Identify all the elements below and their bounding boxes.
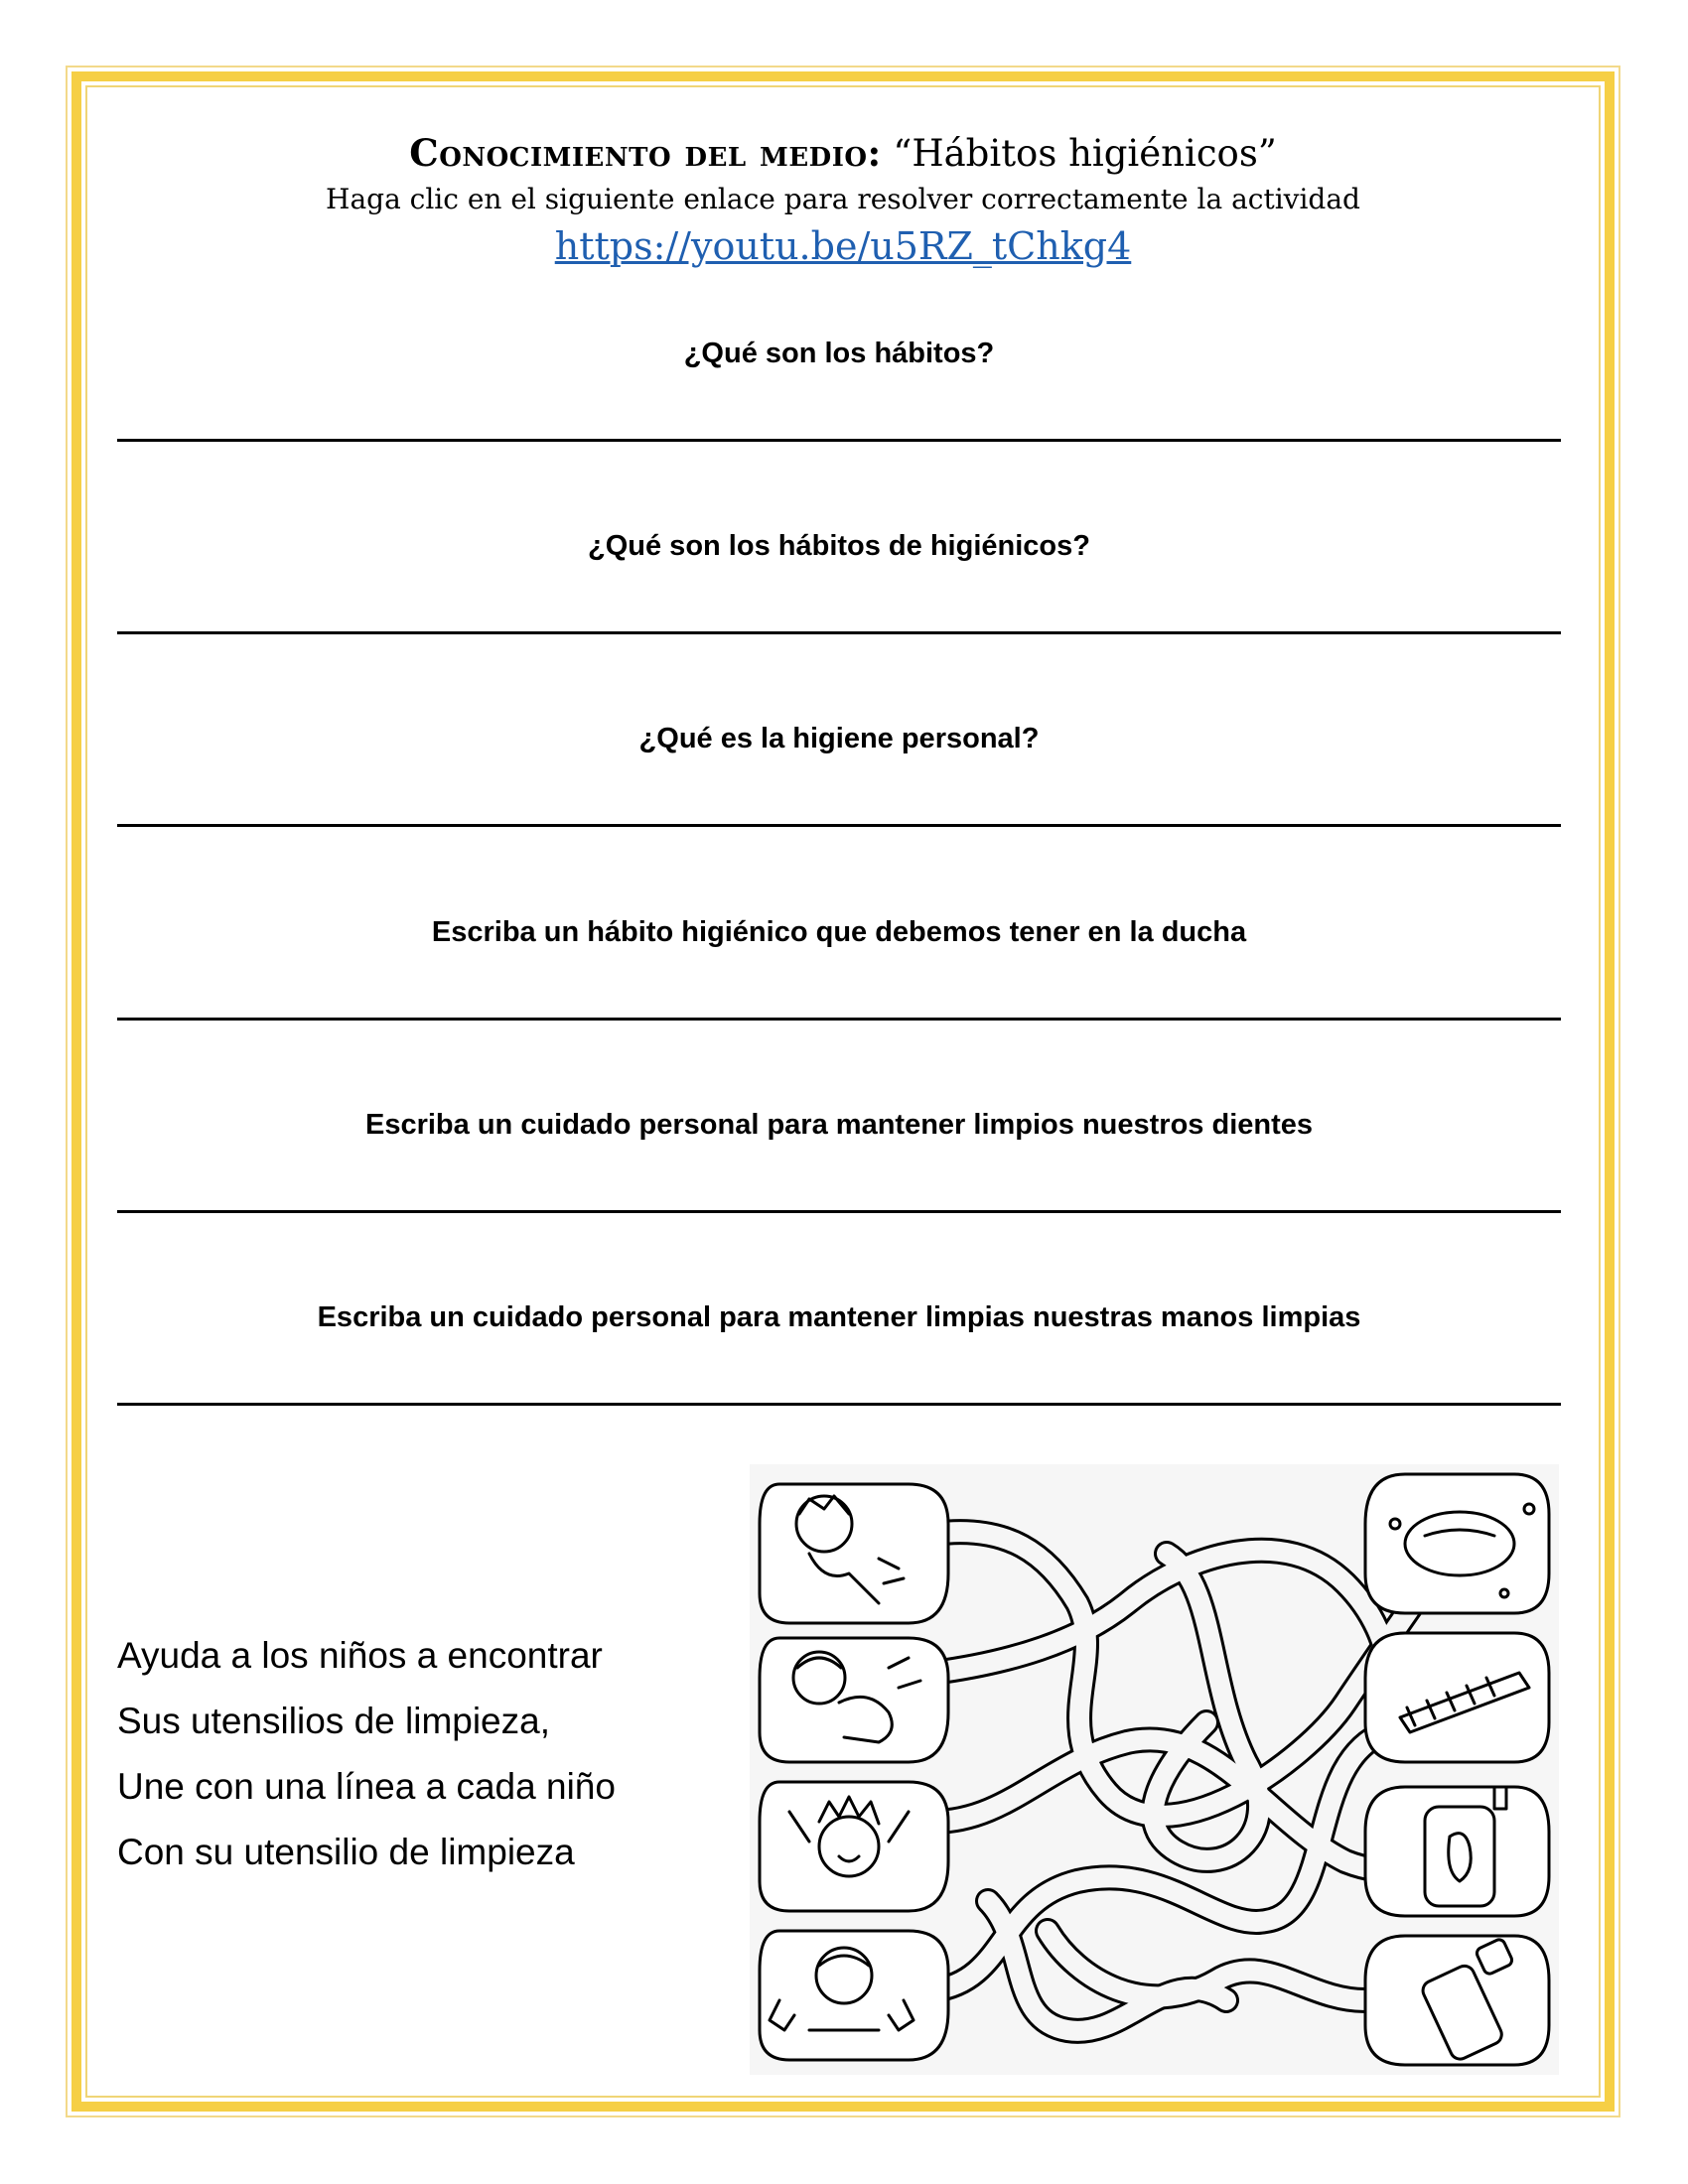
- question-5: Escriba un cuidado personal para mantener limpios nuestros dientes: [364, 1109, 1314, 1141]
- deodorant-icon[interactable]: [1365, 1936, 1549, 2065]
- instruction-line-3: Une con una línea a cada niño: [117, 1766, 616, 1807]
- child-hands-icon[interactable]: [760, 1931, 948, 2060]
- question-4: Escriba un hábito higiénico que debemos tener en la ducha: [431, 916, 1247, 948]
- foot-powder-bottle-icon[interactable]: [1365, 1787, 1549, 1916]
- question-1: ¿Qué son los hábitos?: [683, 338, 995, 369]
- soap-icon[interactable]: [1365, 1474, 1549, 1613]
- video-link[interactable]: https://youtu.be/u5RZ_tChkg4: [554, 224, 1132, 268]
- instruction-text: Haga clic en el siguiente enlace para resolver correctamente la actividad: [326, 183, 1360, 215]
- instruction-line-4: Con su utensilio de limpieza: [117, 1832, 575, 1872]
- question-2: ¿Qué son los hábitos de higiénicos?: [588, 530, 1090, 562]
- maze-illustration[interactable]: [750, 1464, 1559, 2075]
- instruction-line-2: Sus utensilios de limpieza,: [117, 1701, 550, 1741]
- worksheet-header: [85, 129, 1601, 271]
- answer-line-3[interactable]: [117, 824, 1561, 827]
- instruction-line-1: Ayuda a los niños a encontrar: [117, 1635, 603, 1676]
- question-6: Escriba un cuidado personal para mantener limpias nuestras manos limpias: [317, 1301, 1361, 1333]
- answer-line-6[interactable]: [117, 1403, 1561, 1406]
- child-hair-icon[interactable]: [760, 1782, 948, 1911]
- answer-line-1[interactable]: [117, 439, 1561, 442]
- answer-line-5[interactable]: [117, 1210, 1561, 1213]
- title-topic: “Hábitos higiénicos”: [881, 132, 1277, 175]
- title-subject: Conocimiento del medio:: [409, 131, 882, 175]
- child-armpit-icon[interactable]: [760, 1484, 948, 1623]
- answer-line-4[interactable]: [117, 1018, 1561, 1021]
- question-3: ¿Qué es la higiene personal?: [638, 723, 1040, 754]
- child-foot-icon[interactable]: [760, 1638, 948, 1762]
- page-title: [85, 129, 1601, 178]
- answer-line-2[interactable]: [117, 631, 1561, 634]
- comb-icon[interactable]: [1365, 1633, 1549, 1762]
- activity-instructions: [117, 1623, 733, 1885]
